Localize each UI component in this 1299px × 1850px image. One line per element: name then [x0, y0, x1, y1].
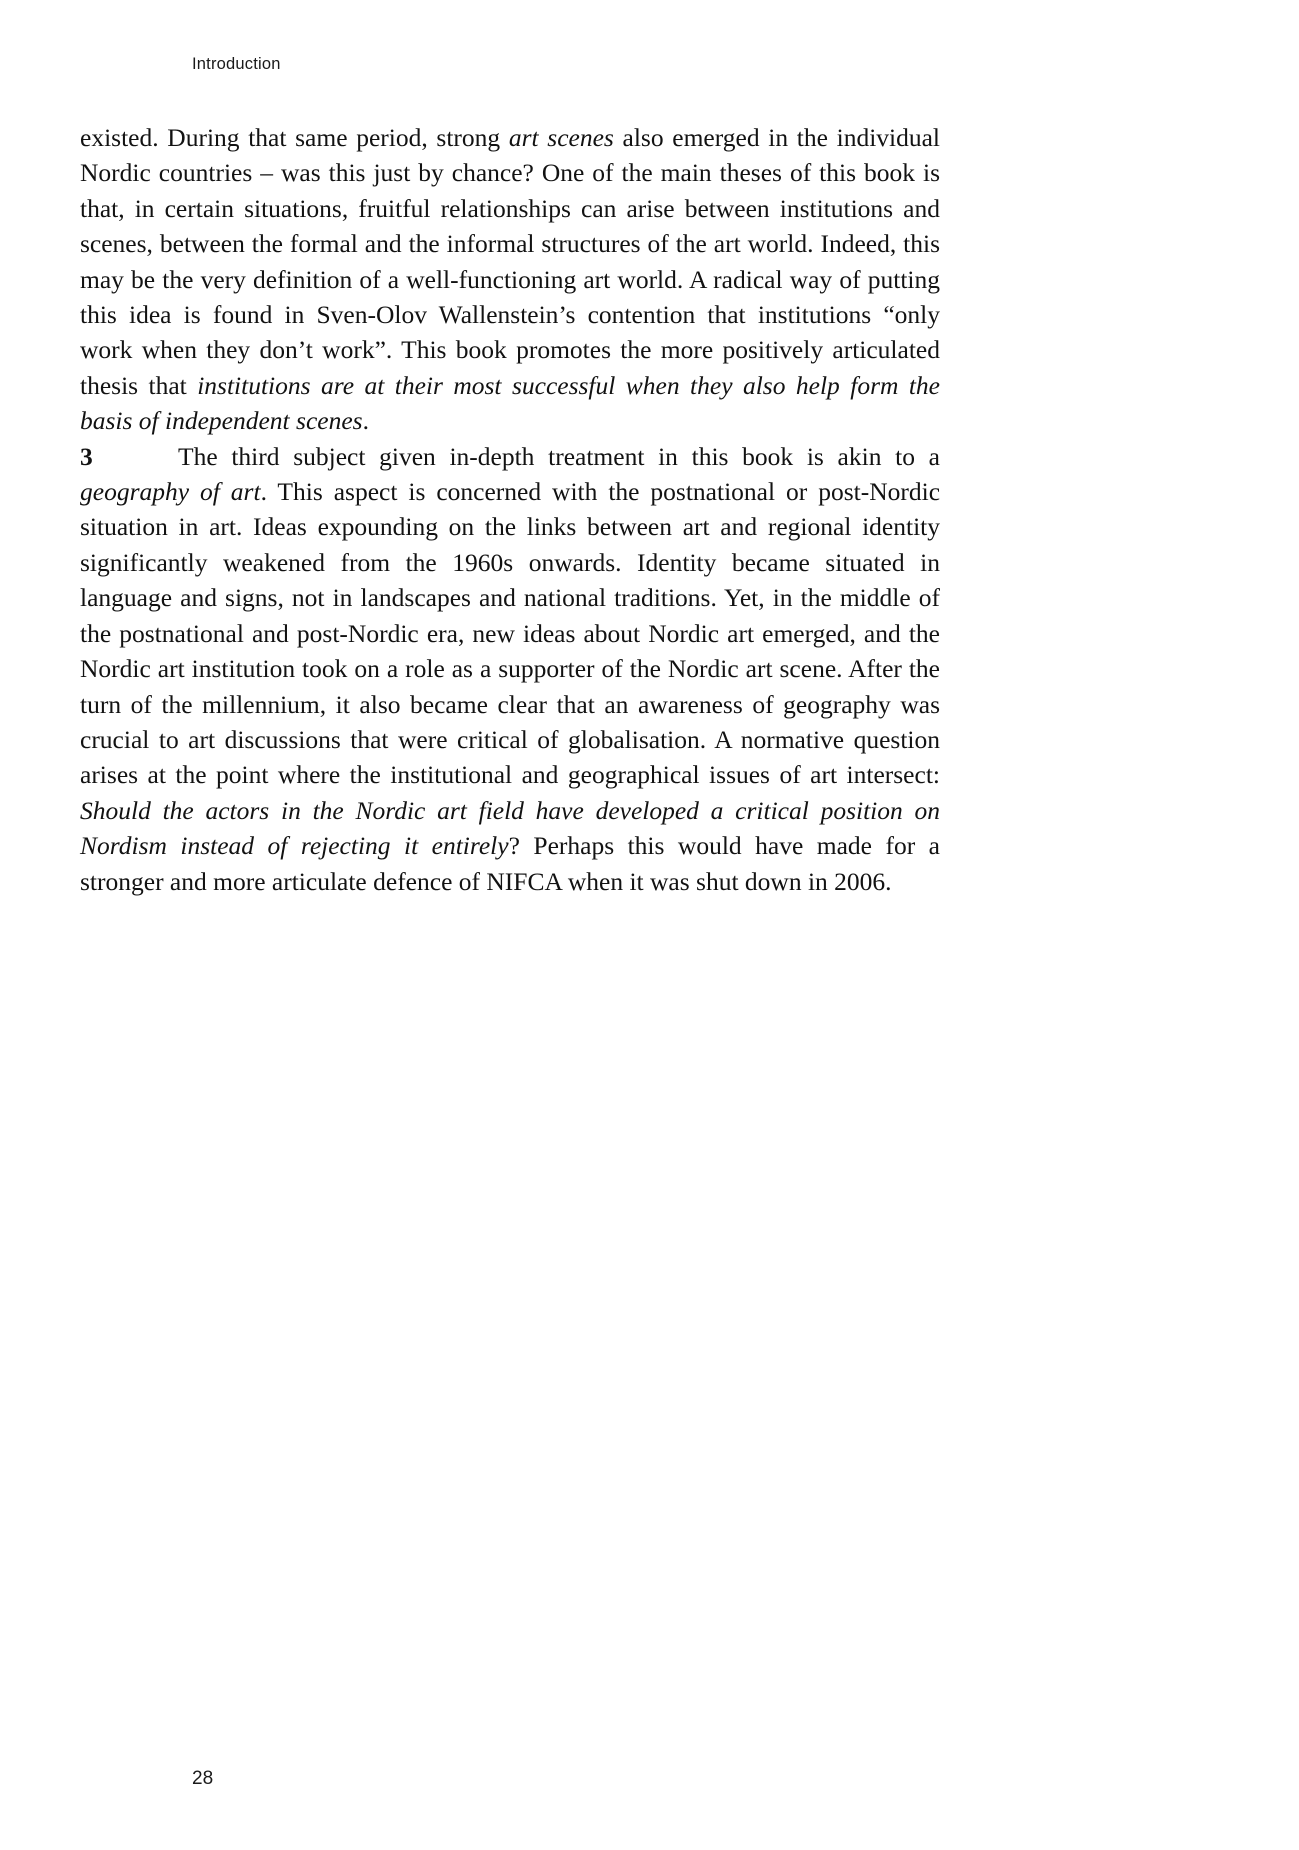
- paragraph-1-text-e: .: [362, 406, 369, 436]
- paragraph-2-italic-question: Should the actors in the Nordic art field have developed a critical position on Nordism instead of rejecting it entirely: [80, 795, 940, 861]
- paragraph-number: 3: [80, 441, 93, 471]
- paragraph-2-text-a: The third subject given in-depth treatment in this book is akin to a: [178, 441, 940, 471]
- running-head: Introduction: [192, 55, 281, 73]
- paragraph-2-italic-geography-of-art: geography of art: [80, 477, 261, 507]
- paragraph-1-text-c: also emerged in the individual Nordic countries – was this just by chance? One of the main theses of this book is that, in certain situations, fruitful relationships can arise between institutions and scenes, between the formal and the informal structures of the art world. Indeed, this may be the very definition of a well-functioning art world. A radical way of putting this idea is found in Sven-Olov Wallenstein’s contention that institutions “only work when they don’t work”. This book promotes the more positively articulated thesis that: [80, 123, 941, 400]
- paragraph-continued: [80, 120, 940, 439]
- paragraph-2-text-e: ? Perhaps this would have made for a stronger and more articulate defence of NIFCA when it was shut down in 2006.: [80, 831, 940, 896]
- paragraph-1-italic-thesis: institutions are at their most successful when they also help form the basis of independent scenes: [80, 370, 941, 436]
- body-text-column: [80, 120, 940, 899]
- paragraph-numbered-3: [80, 439, 940, 899]
- paragraph-1-text-a: existed. During that same period, strong: [80, 123, 509, 152]
- paragraph-2-text-c: . This aspect is concerned with the postnational or post-Nordic situation in art. Ideas expounding on the links between art and regional identity significantly weakened from the 1960s onwards. Identity became situated in language and signs, not in landscapes and national traditions. Yet, in the middle of the postnational and post-Nordic era, new ideas about Nordic art emerged, and the Nordic art institution took on a role as a supporter of the Nordic art scene. After the turn of the millennium, it also became clear that an awareness of geography was crucial to art discussions that were critical of globalisation. A normative question arises at the point where the institutional and geographical issues of art intersect:: [80, 477, 941, 790]
- page-number: 28: [192, 1768, 214, 1789]
- paragraph-1-italic-art-scenes: art scenes: [508, 123, 614, 152]
